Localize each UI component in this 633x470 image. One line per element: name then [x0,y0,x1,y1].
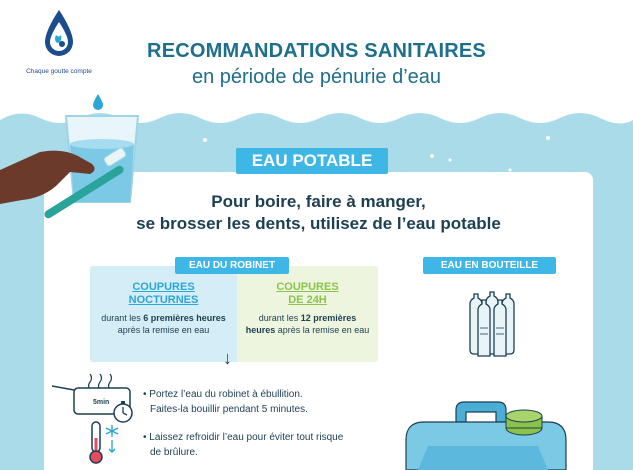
svg-text:5min: 5min [93,399,110,406]
box-title: COUPURES NOCTURNES [128,281,199,306]
headline-line-2: se brosser les dents, utilisez de l’eau potable [136,214,501,233]
tab-eau-en-bouteille: EAU EN BOUTEILLE [423,257,556,274]
section-pill-eau-potable: EAU POTABLE [236,148,388,174]
tab-eau-du-robinet: EAU DU ROBINET [175,257,289,274]
box-body: durant les 6 premières heures après la remise en eau [101,313,226,335]
snowflake-icon [104,424,120,454]
instruction-boil: • Portez l’eau du robinet à ébullition. Faites-la bouillir pendant 5 minutes. [143,389,308,415]
box-coupures-nocturnes [90,266,237,362]
down-arrow-icon: ↓ [223,348,232,368]
headline-line-1: Pour boire, faire à manger, [211,192,426,211]
logo-tagline: Chaque goutte compte [26,68,92,75]
page-subtitle: en période de pénurie d’eau [191,66,442,88]
box-body: durant les 12 premières heures après la remise en eau [245,313,370,335]
page-title: RECOMMANDATIONS SANITAIRES [147,40,486,62]
box-title: COUPURES DE 24H [276,281,339,306]
instruction-cool: • Laissez refroidir l’eau pour éviter tout risque de brûlure. [143,432,344,458]
water-bottles-icon [464,290,522,358]
timer-icon [112,400,134,424]
water-jerrycan-icon [398,400,574,470]
box-coupures-24h [237,266,378,362]
